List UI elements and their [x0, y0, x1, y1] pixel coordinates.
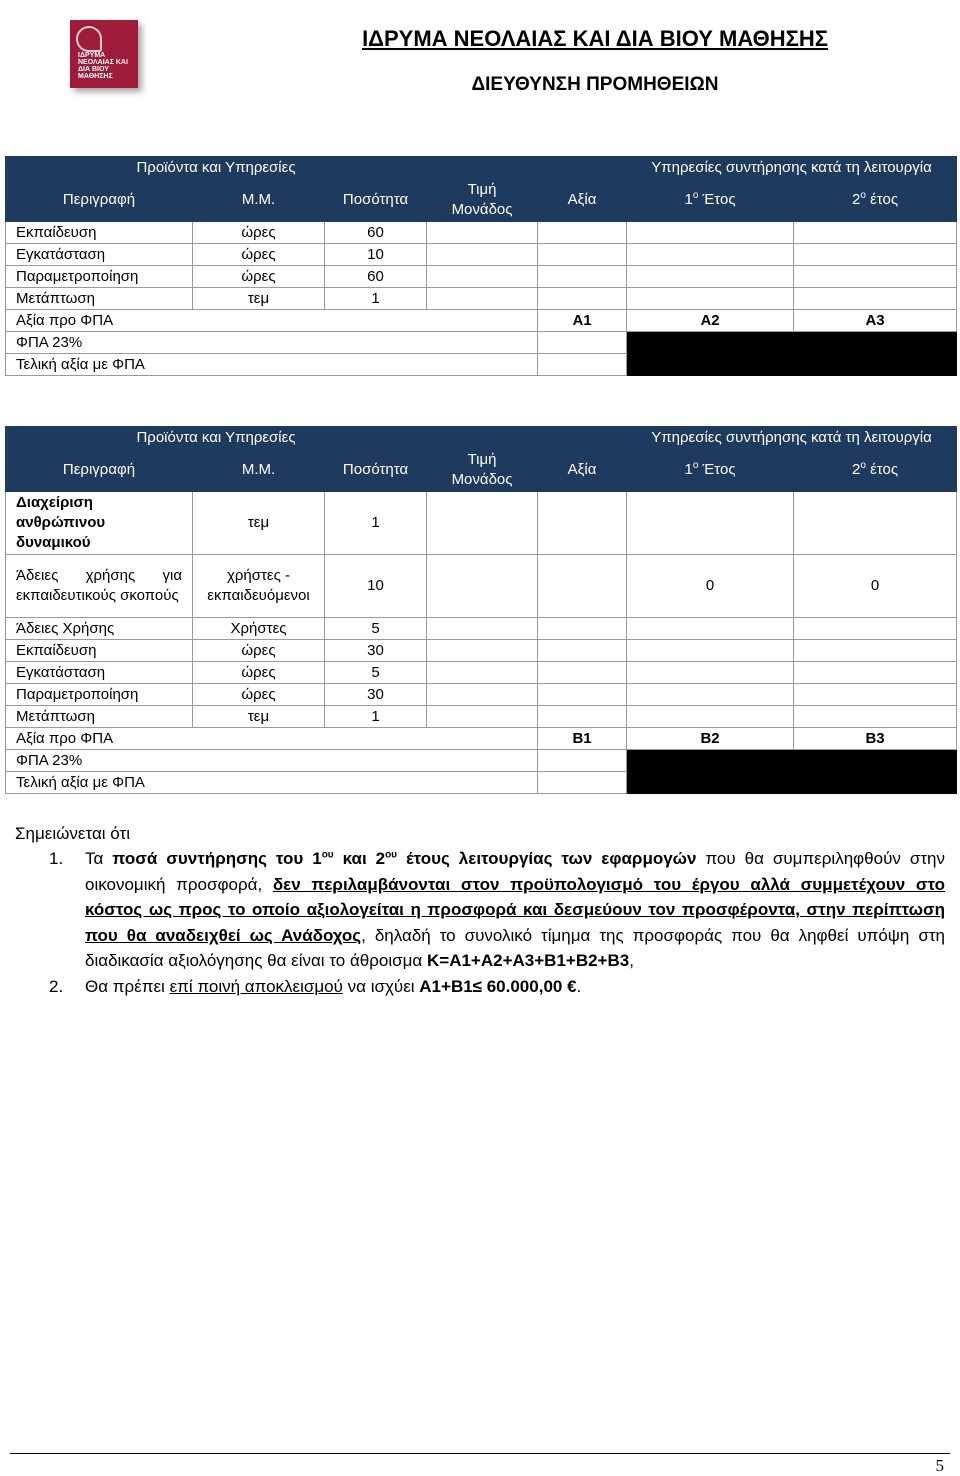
quantity-cell: 60: [325, 222, 427, 244]
year1-cell: [627, 684, 794, 706]
year1-header: $1^o$ Έτος: [627, 179, 794, 222]
table-row: [6, 684, 957, 706]
year2-header: $2^o$ έτος: [794, 449, 957, 492]
description-header: Περιγραφή: [6, 449, 193, 492]
note-text: ,: [629, 951, 634, 970]
note-text: Θα πρέπει: [85, 976, 170, 996]
description-cell: Άδειες χρήσης για εκπαιδευτικούς σκοπούς: [6, 555, 193, 618]
unit-cell: ώρες: [193, 640, 325, 662]
unit-cell: τεμ: [193, 492, 325, 555]
year2-cell: [794, 266, 957, 288]
value-header: Αξία: [538, 179, 627, 222]
page-number: 5: [935, 1456, 944, 1475]
description-cell: Μετάπτωση: [6, 288, 193, 310]
year2-cell: [794, 618, 957, 640]
year1-cell: [627, 618, 794, 640]
note-number: 1.: [49, 849, 64, 868]
unit-price-cell: [427, 492, 538, 555]
note-text: .: [576, 976, 582, 996]
unit-cell: τεμ: [193, 706, 325, 728]
quantity-cell: 10: [325, 244, 427, 266]
unit-cell: ώρες: [193, 244, 325, 266]
unit-price-cell: [427, 244, 538, 266]
products-services-header: Προϊόντα και Υπηρεσίες: [6, 157, 427, 179]
year2-cell: [794, 222, 957, 244]
quantity-cell: 30: [325, 640, 427, 662]
unit-header: Μ.Μ.: [193, 449, 325, 492]
value-cell: [538, 640, 627, 662]
table-row: [6, 555, 957, 618]
quantity-cell: 1: [325, 492, 427, 555]
unit-price-cell: [427, 555, 538, 618]
unit-cell: ώρες: [193, 662, 325, 684]
pricing-table-2: [5, 426, 957, 794]
unit-price-cell: [427, 706, 538, 728]
total-net-row: [6, 728, 957, 750]
redacted-cell: [794, 332, 957, 354]
year2-cell: [794, 492, 957, 555]
description-cell: Παραμετροποίηση: [6, 684, 193, 706]
year2-cell: [794, 684, 957, 706]
year1-cell: [627, 492, 794, 555]
note-number: 2.: [49, 976, 64, 996]
description-cell: Εκπαίδευση: [6, 222, 193, 244]
value-cell: [538, 684, 627, 706]
total-net-label: Αξία προ ΦΠΑ: [6, 728, 538, 750]
notes-list: [49, 846, 945, 999]
year2-cell: [794, 640, 957, 662]
maintenance-header: Υπηρεσίες συντήρησης κατά τη λειτουργία: [627, 427, 957, 449]
year1-cell: 0: [627, 555, 794, 618]
redacted-cell: [794, 772, 957, 794]
value-cell: [538, 662, 627, 684]
total-net-value-a1: Α1: [538, 310, 627, 332]
description-cell: Εκπαίδευση: [6, 640, 193, 662]
total-label: Τελική αξία με ΦΠΑ: [6, 354, 538, 376]
header-spacer: [427, 157, 627, 179]
department-title: ΔΙΕΥΘΥΝΣΗ ΠΡΟΜΗΘΕΙΩΝ: [471, 74, 719, 95]
organization-title: ΙΔΡΥΜΑ ΝΕΟΛΑΙΑΣ ΚΑΙ ΔΙΑ ΒΙΟΥ ΜΑΘΗΣΗΣ: [362, 26, 828, 51]
note-bold-text: έτους λειτουργίας των εφαρμογών: [397, 849, 697, 868]
unit-cell: τεμ: [193, 288, 325, 310]
quantity-cell: 5: [325, 618, 427, 640]
note-text: να ισχύει: [342, 976, 420, 996]
maintenance-header: Υπηρεσίες συντήρησης κατά τη λειτουργία: [627, 157, 957, 179]
year1-cell: [627, 288, 794, 310]
unit-cell: Χρήστες: [193, 618, 325, 640]
note-bold-text: ποσά συντήρησης του 1: [112, 849, 322, 868]
total-net-value-b2: Β2: [627, 728, 794, 750]
year1-header: $1^o$ Έτος: [627, 449, 794, 492]
note-text: Τα: [85, 849, 113, 868]
vat-label: ΦΠΑ 23%: [6, 332, 538, 354]
note-formula: Α1+Β1≤ 60.000,00 €: [419, 976, 577, 996]
year2-cell: [794, 244, 957, 266]
note-bold-underlined-text: δεν περιλαμβάνονται στον προϋπολογισμό του έργου αλλά συμμετέχουν στο κόστος ως προς το οποίο αξιολογείται η προσφορά και δεσμεύουν τον προσφέροντα, στην περίπτωση που θα αναδειχθεί ως Ανάδοχος: [85, 874, 945, 945]
value-cell: [538, 618, 627, 640]
note-text: , δηλαδή το συνολικό τίμημα της προσφοράς που θα ληφθεί υπόψη στη διαδικασία αξιολόγησης θα είναι το άθροισμα: [85, 925, 945, 970]
description-cell: Εγκατάσταση: [6, 662, 193, 684]
redacted-cell: [627, 354, 794, 376]
vat-row: [6, 332, 957, 354]
logo-mark-icon: [76, 26, 102, 52]
table-row: [6, 662, 957, 684]
quantity-cell: 5: [325, 662, 427, 684]
redacted-cell: [794, 750, 957, 772]
description-header: Περιγραφή: [6, 179, 193, 222]
unit-price-cell: [427, 266, 538, 288]
quantity-cell: 30: [325, 684, 427, 706]
note-superscript: ου: [385, 849, 398, 861]
table-row: [6, 618, 957, 640]
description-cell: Παραμετροποίηση: [6, 266, 193, 288]
pricing-table-1: [5, 156, 957, 376]
unit-price-cell: [427, 684, 538, 706]
quantity-cell: 1: [325, 288, 427, 310]
table-row: [6, 640, 957, 662]
value-cell: [538, 492, 627, 555]
value-cell: [538, 706, 627, 728]
year1-cell: [627, 266, 794, 288]
unit-header: Μ.Μ.: [193, 179, 325, 222]
unit-cell: ώρες: [193, 684, 325, 706]
year1-cell: [627, 640, 794, 662]
description-cell: Άδειες Χρήσης: [6, 618, 193, 640]
redacted-cell: [794, 354, 957, 376]
table-row: [6, 244, 957, 266]
unit-price-cell: [427, 662, 538, 684]
table-row: [6, 706, 957, 728]
quantity-header: Ποσότητα: [325, 449, 427, 492]
unit-price-cell: [427, 618, 538, 640]
year2-cell: [794, 706, 957, 728]
note-formula: Κ=Α1+Α2+Α3+Β1+Β2+Β3: [426, 951, 630, 970]
note-bold-text: και 2: [333, 849, 386, 868]
value-cell: [538, 288, 627, 310]
table-row: [6, 266, 957, 288]
unit-price-header: Τιμή Μονάδος: [427, 179, 538, 222]
total-label: Τελική αξία με ΦΠΑ: [6, 772, 538, 794]
quantity-cell: 1: [325, 706, 427, 728]
unit-price-cell: [427, 640, 538, 662]
logo-text: ΙΔΡΥΜΑ ΝΕΟΛΑΙΑΣ ΚΑΙ ΔΙΑ ΒΙΟΥ ΜΑΘΗΣΗΣ: [78, 52, 128, 80]
year2-header: $2^o$ έτος: [794, 179, 957, 222]
year1-cell: [627, 706, 794, 728]
vat-label: ΦΠΑ 23%: [6, 750, 538, 772]
table-row: [6, 288, 957, 310]
total-net-value-a2: Α2: [627, 310, 794, 332]
quantity-cell: 10: [325, 555, 427, 618]
total-net-row: [6, 310, 957, 332]
unit-price-cell: [427, 288, 538, 310]
note-superscript: ου: [321, 849, 334, 861]
value-cell: [538, 222, 627, 244]
redacted-cell: [627, 332, 794, 354]
vat-value-cell: [538, 332, 627, 354]
header-spacer: [427, 427, 627, 449]
unit-price-cell: [427, 222, 538, 244]
table-row: [6, 492, 957, 555]
footer-divider: [10, 1453, 950, 1454]
note-2: [49, 974, 945, 1000]
total-net-value-a3: Α3: [794, 310, 957, 332]
total-row: [6, 772, 957, 794]
description-cell: Μετάπτωση: [6, 706, 193, 728]
unit-cell: ώρες: [193, 222, 325, 244]
redacted-cell: [627, 772, 794, 794]
vat-row: [6, 750, 957, 772]
description-cell: Διαχείριση ανθρώπινου δυναμικού: [6, 492, 193, 555]
year2-cell: [794, 662, 957, 684]
unit-cell: ώρες: [193, 266, 325, 288]
quantity-cell: 60: [325, 266, 427, 288]
value-cell: [538, 244, 627, 266]
total-value-cell: [538, 772, 627, 794]
note-1: [49, 846, 945, 974]
vat-value-cell: [538, 750, 627, 772]
value-cell: [538, 266, 627, 288]
table-row: [6, 222, 957, 244]
note-underlined-text: επί ποινή αποκλεισμού: [169, 976, 343, 996]
total-net-value-b1: Β1: [538, 728, 627, 750]
description-cell: Εγκατάσταση: [6, 244, 193, 266]
year1-cell: [627, 222, 794, 244]
year2-cell: 0: [794, 555, 957, 618]
redacted-cell: [627, 750, 794, 772]
products-services-header: Προϊόντα και Υπηρεσίες: [6, 427, 427, 449]
total-net-value-b3: Β3: [794, 728, 957, 750]
total-net-label: Αξία προ ΦΠΑ: [6, 310, 538, 332]
notes-intro: Σημειώνεται ότι: [15, 824, 130, 843]
year1-cell: [627, 662, 794, 684]
unit-cell: χρήστες - εκπαιδευόμενοι: [193, 555, 325, 618]
year1-cell: [627, 244, 794, 266]
organization-logo: [70, 20, 138, 88]
quantity-header: Ποσότητα: [325, 179, 427, 222]
note-text: που θα συμπεριληφθούν στην οικονομική προσφορά,: [85, 849, 945, 894]
total-row: [6, 354, 957, 376]
total-value-cell: [538, 354, 627, 376]
value-cell: [538, 555, 627, 618]
value-header: Αξία: [538, 449, 627, 492]
unit-price-header: Τιμή Μονάδος: [427, 449, 538, 492]
year2-cell: [794, 288, 957, 310]
